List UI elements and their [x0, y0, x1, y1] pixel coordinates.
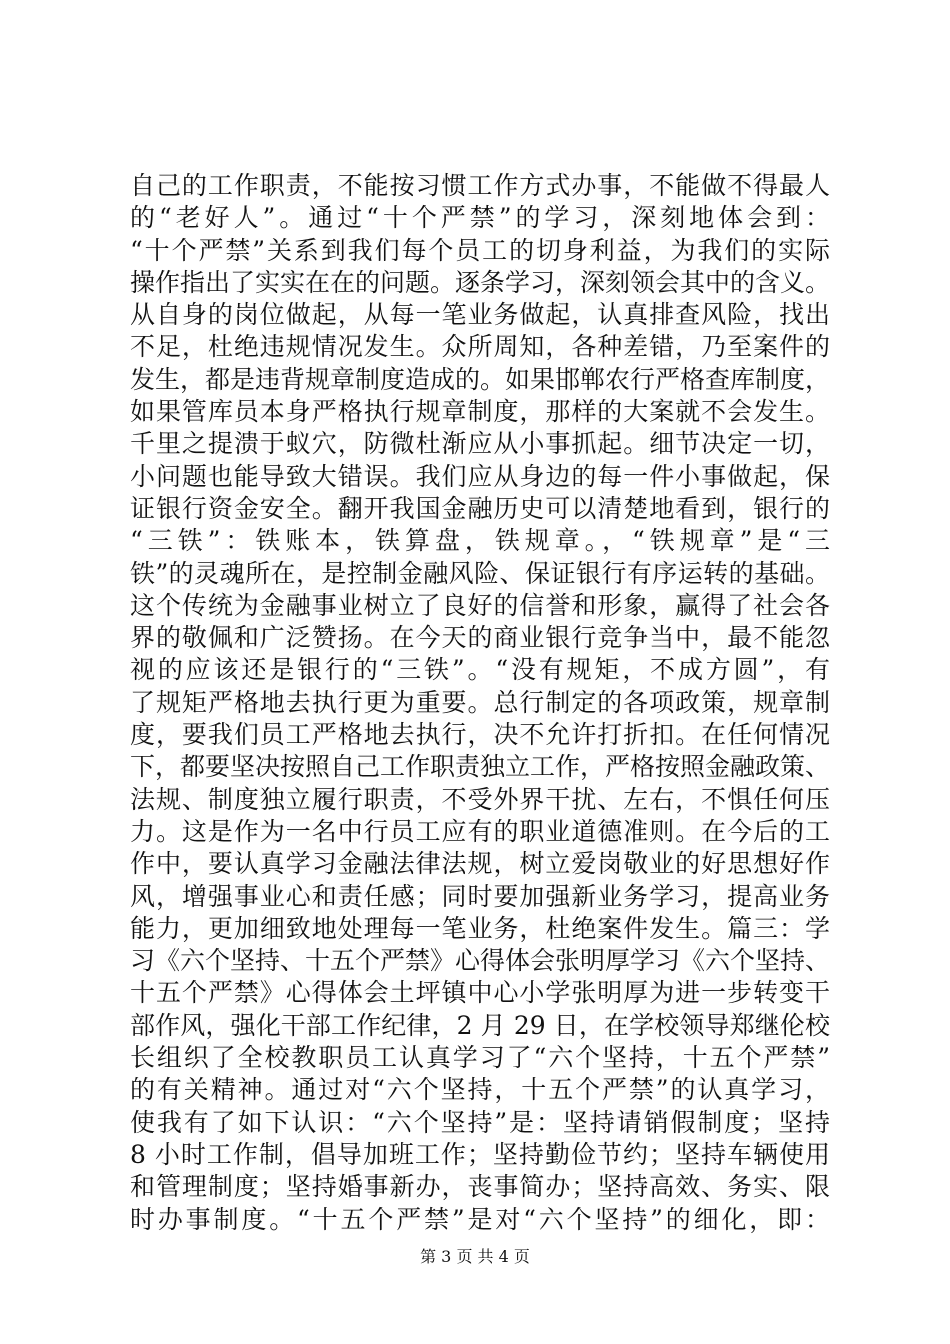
text-line: “十个严禁”关系到我们每个员工的切身利益，为我们的实际 — [130, 235, 830, 265]
text-line: 小问题也能导致大错误。我们应从身边的每一件小事做起，保 — [130, 461, 830, 491]
text-line: 不足，杜绝违规情况发生。众所周知，各种差错，乃至案件的 — [130, 332, 830, 362]
text-line: 的“老好人”。通过“十个严禁”的学习，深刻地体会到： — [130, 203, 830, 233]
text-line: 作中，要认真学习金融法律法规，树立爱岗敬业的好思想好作 — [130, 849, 830, 879]
text-line: 风，增强事业心和责任感；同时要加强新业务学习，提高业务 — [130, 881, 830, 911]
text-line: 从自身的岗位做起，从每一笔业务做起，认真排查风险，找出 — [130, 300, 830, 330]
text-line: 习《六个坚持、十五个严禁》心得体会张明厚学习《六个坚持、 — [130, 946, 831, 976]
text-line: 法规、制度独立履行职责，不受外界干扰、左右，不惧任何压 — [130, 784, 830, 814]
text-line: 长组织了全校教职员工认真学习了“六个坚持，十五个严禁” — [130, 1043, 830, 1073]
page-footer: 第 3 页 共 4 页 — [420, 1247, 530, 1266]
text-line: 这个传统为金融事业树立了良好的信誉和形象，赢得了社会各 — [130, 590, 830, 620]
text-line: 自己的工作职责，不能按习惯工作方式办事，不能做不得最人 — [130, 171, 830, 200]
text-line: 下，都要坚决按照自己工作职责独立工作，严格按照金融政策、 — [130, 752, 831, 782]
text-line: 十五个严禁》心得体会土坪镇中心小学张明厚为进一步转变干 — [130, 978, 830, 1008]
text-line: 和管理制度；坚持婚事新办，丧事简办；坚持高效、务实、限 — [130, 1172, 830, 1202]
text-line: 界的敬佩和广泛赞扬。在今天的商业银行竞争当中，最不能忽 — [130, 623, 830, 653]
text-line: 铁”的灵魂所在，是控制金融风险、保证银行有序运转的基础。 — [130, 558, 830, 588]
text-line: 使我有了如下认识：“六个坚持”是：坚持请销假制度；坚持 — [130, 1107, 830, 1137]
text-line: 如果管库员本身严格执行规章制度，那样的大案就不会发生。 — [130, 397, 830, 427]
text-line: 力。这是作为一名中行员工应有的职业道德准则。在今后的工 — [130, 816, 830, 846]
text-line: 千里之提溃于蚁穴，防微杜渐应从小事抓起。细节决定一切， — [130, 429, 830, 459]
text-line: 度，要我们员工严格地去执行，决不允许打折扣。在任何情况 — [130, 720, 830, 750]
body-text — [130, 170, 830, 1236]
text-line: 发生，都是违背规章制度造成的。如果邯郸农行严格查库制度， — [130, 364, 831, 394]
text-line: “三铁”：铁账本，铁算盘，铁规章。，“铁规章”是“三 — [130, 526, 830, 556]
text-line: 8 小时工作制，倡导加班工作；坚持勤俭节约；坚持车辆使用 — [130, 1139, 830, 1169]
text-line: 视的应该还是银行的“三铁”。“没有规矩，不成方圆”，有 — [130, 655, 830, 685]
text-line: 能力，更加细致地处理每一笔业务，杜绝案件发生。篇三：学 — [130, 913, 830, 943]
text-line: 证银行资金安全。翻开我国金融历史可以清楚地看到，银行的 — [130, 493, 830, 523]
text-line: 了规矩严格地去执行更为重要。总行制定的各项政策，规章制 — [130, 687, 830, 717]
text-line: 时办事制度。“十五个严禁”是对“六个坚持”的细化，即： — [130, 1204, 830, 1234]
text-line: 的有关精神。通过对“六个坚持，十五个严禁”的认真学习， — [130, 1075, 830, 1105]
text-line: 部作风，强化干部工作纪律，2 月 29 日，在学校领导郑继伦校 — [130, 1010, 830, 1040]
text-line: 操作指出了实实在在的问题。逐条学习，深刻领会其中的含义。 — [130, 267, 831, 297]
